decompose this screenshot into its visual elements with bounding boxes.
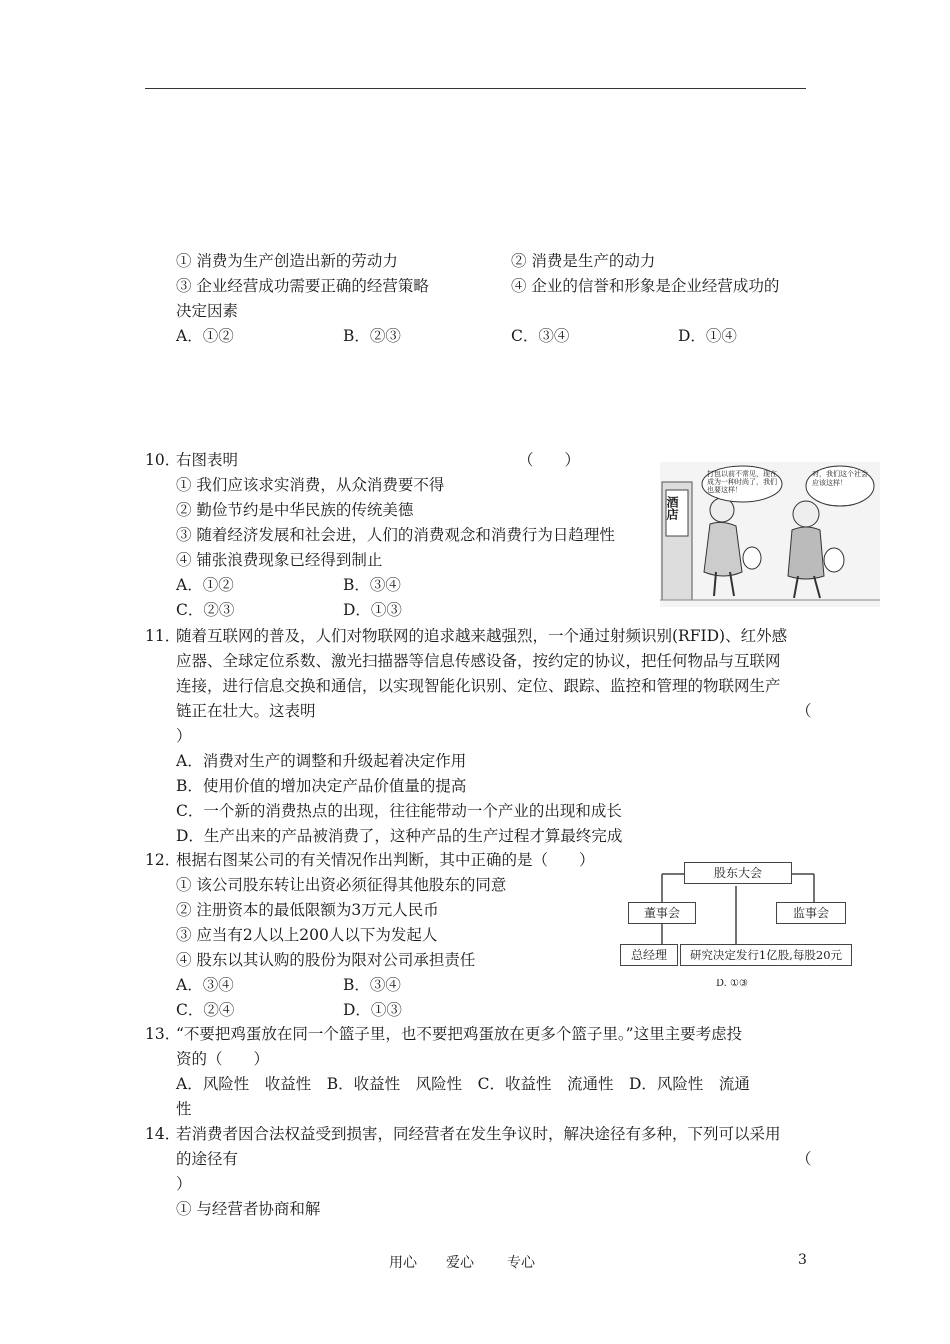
q11-line-2: 应器、全球定位系数、激光扫描器等信息传感设备，按约定的协议，把任何物品与互联网 [176,652,781,670]
q14-statement-1: ① 与经营者协商和解 [176,1200,321,1218]
q9-option-1: ① 消费为生产创造出新的劳动力 [176,252,398,270]
org-box-manager: 总经理 [620,944,678,966]
q12-statement-2: ② 注册资本的最低限额为3万元人民币 [176,901,439,919]
q12-stem: 根据右图某公司的有关情况作出判断，其中正确的是（ ） [176,851,595,869]
cartoon-bubble-1: 打包以前不常见，现在成为一种时尚了，我们也要这样！ [707,470,777,494]
org-box-shareholders: 股东大会 [684,862,792,884]
page-number: 3 [798,1252,807,1268]
q11-paren-open: （ [796,702,812,720]
q9-choice-c: C．③④ [511,327,570,345]
footer-motto-3: 专心 [507,1255,535,1271]
q10-choice-b: B．③④ [343,576,401,594]
q10-stem: 右图表明 [176,451,239,469]
q11-choice-c: C．一个新的消费热点的出现，往往能带动一个产业的出现和成长 [176,802,622,820]
org-box-decision: 研究决定发行1亿股,每股20元 [680,944,852,966]
q10-cartoon [660,462,880,607]
q9-choice-b: B．②③ [343,327,401,345]
q11-number: 11． [145,627,181,645]
q12-choice-b: B．③④ [343,976,401,994]
q10-choice-a: A．①② [176,576,234,594]
q9-choice-a: A．①② [176,327,234,345]
q9-option-3: ③ 企业经营成功需要正确的经营策略 [176,277,429,295]
q14-paren-close: ） [176,1175,192,1193]
q10-number: 10． [145,451,181,469]
q12-statement-3: ③ 应当有2人以上200人以下为发起人 [176,926,438,944]
q13-options-cont: 性 [176,1100,192,1118]
q12-org-chart [618,858,854,988]
q11-line-3: 连接，进行信息交换和通信，以实现智能化识别、定位、跟踪、监控和管理的物联网生产 [176,677,781,695]
q10-answer-paren: （ ） [518,451,581,469]
q13-number: 13． [145,1025,181,1043]
q10-statement-3: ③ 随着经济发展和社会进，人们的消费观念和消费行为日趋理性 [176,526,615,544]
q10-choice-d: D．①③ [343,601,402,619]
q9-choice-d: D．①④ [678,327,737,345]
q13-line-2: 资的（ ） [176,1050,270,1068]
org-chart-cut-text: D. ①③ [716,979,748,988]
q11-paren-close: ） [176,727,192,745]
q11-choice-b: B．使用价值的增加决定产品价值量的提高 [176,777,467,795]
q10-statement-2: ② 勤俭节约是中华民族的传统美德 [176,501,414,519]
org-box-supervisors: 监事会 [776,902,846,924]
footer-motto-2: 爱心 [446,1255,474,1271]
q12-choice-d: D．①③ [343,1001,402,1019]
org-box-board: 董事会 [628,902,696,924]
header-rule [145,88,806,89]
q11-choice-a: A．消费对生产的调整和升级起着决定作用 [176,752,467,770]
q14-number: 14． [145,1125,181,1143]
q13-line-1: “不要把鸡蛋放在同一个篮子里，也不要把鸡蛋放在更多个篮子里。”这里主要考虑投 [176,1025,743,1043]
q12-number: 12． [145,851,181,869]
q9-option-4-cont: 决定因素 [176,302,239,320]
q13-options: A．风险性 收益性 B．收益性 风险性 C．收益性 流通性 D．风险性 流通 [176,1075,750,1093]
q14-paren-open: （ [796,1150,812,1168]
q10-statement-4: ④ 铺张浪费现象已经得到制止 [176,551,383,569]
q10-statement-1: ① 我们应该求实消费，从众消费要不得 [176,476,445,494]
q11-line-4: 链正在壮大。这表明 [176,702,316,720]
cartoon-sign: 酒店 [665,496,679,520]
q14-line-2: 的途径有 [176,1150,239,1168]
q12-choice-a: A．③④ [176,976,234,994]
q12-statement-4: ④ 股东以其认购的股份为限对公司承担责任 [176,951,476,969]
q14-line-1: 若消费者因合法权益受到损害，同经营者在发生争议时，解决途径有多种，下列可以采用 [176,1125,781,1143]
footer-motto-1: 用心 [389,1255,417,1271]
q9-option-4: ④ 企业的信誉和形象是企业经营成功的 [511,277,780,295]
q9-option-2: ② 消费是生产的动力 [511,252,656,270]
q10-choice-c: C．②③ [176,601,235,619]
q12-choice-c: C．②④ [176,1001,235,1019]
q12-statement-1: ① 该公司股东转让出资必须征得其他股东的同意 [176,876,507,894]
cartoon-bubble-2: 对，我们这个社会应该这样！ [812,470,868,487]
q11-choice-d: D．生产出来的产品被消费了，这种产品的生产过程才算最终完成 [176,827,623,845]
q11-line-1: 随着互联网的普及，人们对物联网的追求越来越强烈，一个通过射频识别(RFID)、红外感 [176,627,788,645]
